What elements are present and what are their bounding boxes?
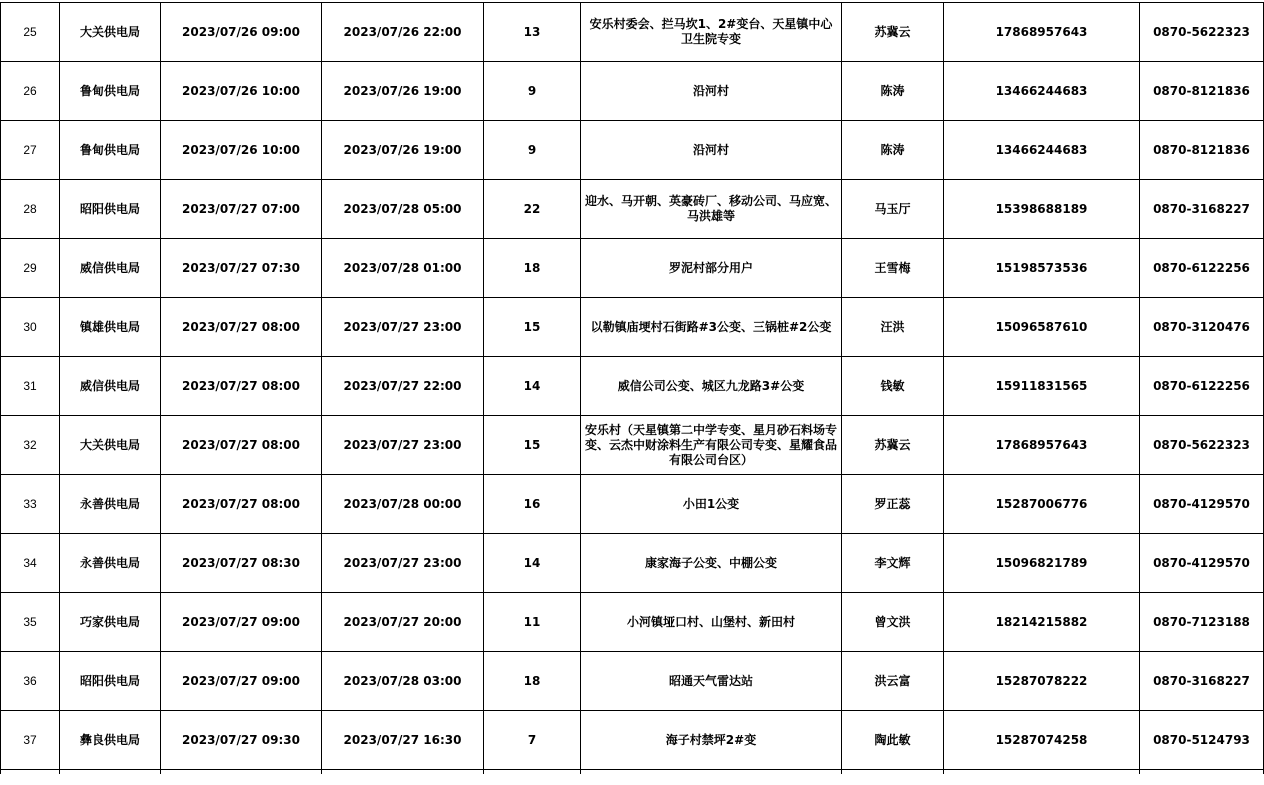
table-row (1, 593, 1264, 652)
row-number-cell[interactable]: 30 (1, 298, 60, 357)
row-number-cell[interactable]: 36 (1, 652, 60, 711)
start-time-cell[interactable]: 2023/07/27 08:00 (161, 357, 322, 416)
end-time-cell[interactable]: 2023/07/27 22:00 (322, 357, 484, 416)
bureau-cell[interactable]: 永善供电局 (60, 534, 161, 593)
bureau-cell[interactable]: 昭阳供电局 (60, 652, 161, 711)
affected-area-cell[interactable]: 以勒镇庙埂村石街路#3公变、三锅桩#2公变 (581, 298, 842, 357)
office-phone-cell[interactable]: 0870-3168227 (1140, 652, 1264, 711)
row-number-cell[interactable]: 26 (1, 62, 60, 121)
start-time-cell[interactable]: 2023/07/27 08:00 (161, 416, 322, 475)
contact-person-cell[interactable]: 苏冀云 (842, 3, 944, 62)
end-time-cell[interactable]: 2023/07/26 19:00 (322, 62, 484, 121)
bureau-cell[interactable]: 镇雄供电局 (60, 298, 161, 357)
affected-area-cell[interactable]: 康家海子公变、中棚公变 (581, 534, 842, 593)
row-number-cell[interactable]: 33 (1, 475, 60, 534)
start-time-cell[interactable]: 2023/07/27 09:00 (161, 593, 322, 652)
end-time-cell[interactable]: 2023/07/28 01:00 (322, 239, 484, 298)
office-phone-cell[interactable]: 0870-3120476 (1140, 298, 1264, 357)
contact-person-cell[interactable]: 陶此敏 (842, 711, 944, 770)
mobile-number-cell[interactable]: 15096821789 (944, 534, 1140, 593)
office-phone-cell[interactable]: 0870-3168227 (1140, 180, 1264, 239)
affected-area-cell[interactable]: 威信公司公变、城区九龙路3#公变 (581, 357, 842, 416)
office-phone-cell[interactable]: 0870-5622323 (1140, 416, 1264, 475)
start-time-cell[interactable]: 2023/07/27 09:00 (161, 652, 322, 711)
empty-cell (161, 770, 322, 774)
table-row (1, 534, 1264, 593)
row-number-cell[interactable]: 35 (1, 593, 60, 652)
row-number-cell[interactable]: 37 (1, 711, 60, 770)
contact-person-cell[interactable]: 马玉厅 (842, 180, 944, 239)
bureau-cell[interactable]: 鲁甸供电局 (60, 121, 161, 180)
duration-cell[interactable]: 9 (484, 121, 581, 180)
table-row (1, 62, 1264, 121)
bureau-cell[interactable]: 大关供电局 (60, 3, 161, 62)
duration-cell[interactable]: 7 (484, 711, 581, 770)
table-row (1, 3, 1264, 62)
start-time-cell[interactable]: 2023/07/26 10:00 (161, 121, 322, 180)
start-time-cell[interactable]: 2023/07/27 07:00 (161, 180, 322, 239)
mobile-number-cell[interactable]: 15287006776 (944, 475, 1140, 534)
table-row (1, 239, 1264, 298)
row-number-cell[interactable]: 25 (1, 3, 60, 62)
office-phone-cell[interactable]: 0870-6122256 (1140, 239, 1264, 298)
start-time-cell[interactable]: 2023/07/26 09:00 (161, 3, 322, 62)
table-row (1, 475, 1264, 534)
affected-area-cell[interactable]: 海子村禁坪2#变 (581, 711, 842, 770)
mobile-number-cell[interactable]: 18214215882 (944, 593, 1140, 652)
office-phone-cell[interactable]: 0870-4129570 (1140, 475, 1264, 534)
office-phone-cell[interactable]: 0870-5124793 (1140, 711, 1264, 770)
affected-area-cell[interactable]: 安乐村（天星镇第二中学专变、星月砂石料场专变、云杰中财涂料生产有限公司专变、星耀食品有限公司台区） (581, 416, 842, 475)
table-row (1, 357, 1264, 416)
contact-person-cell[interactable]: 陈涛 (842, 62, 944, 121)
start-time-cell[interactable]: 2023/07/27 08:30 (161, 534, 322, 593)
bureau-cell[interactable]: 大关供电局 (60, 416, 161, 475)
table-row-partial (1, 770, 1264, 774)
duration-cell[interactable]: 18 (484, 652, 581, 711)
office-phone-cell[interactable]: 0870-8121836 (1140, 121, 1264, 180)
empty-cell (842, 770, 944, 774)
affected-area-cell[interactable]: 小田1公变 (581, 475, 842, 534)
empty-cell (944, 770, 1140, 774)
empty-cell (60, 770, 161, 774)
empty-cell (1140, 770, 1264, 774)
office-phone-cell[interactable]: 0870-4129570 (1140, 534, 1264, 593)
row-number-cell[interactable]: 32 (1, 416, 60, 475)
office-phone-cell[interactable]: 0870-8121836 (1140, 62, 1264, 121)
mobile-number-cell[interactable]: 15198573536 (944, 239, 1140, 298)
contact-person-cell[interactable]: 钱敏 (842, 357, 944, 416)
duration-cell[interactable]: 9 (484, 62, 581, 121)
end-time-cell[interactable]: 2023/07/27 16:30 (322, 711, 484, 770)
start-time-cell[interactable]: 2023/07/27 08:00 (161, 298, 322, 357)
contact-person-cell[interactable]: 苏冀云 (842, 416, 944, 475)
affected-area-cell[interactable]: 昭通天气雷达站 (581, 652, 842, 711)
contact-person-cell[interactable]: 洪云富 (842, 652, 944, 711)
end-time-cell[interactable]: 2023/07/28 03:00 (322, 652, 484, 711)
mobile-number-cell[interactable]: 13466244683 (944, 62, 1140, 121)
contact-person-cell[interactable]: 陈涛 (842, 121, 944, 180)
affected-area-cell[interactable]: 迎水、马开朝、英豪砖厂、移动公司、马应宽、马洪雄等 (581, 180, 842, 239)
end-time-cell[interactable]: 2023/07/28 00:00 (322, 475, 484, 534)
mobile-number-cell[interactable]: 15287074258 (944, 711, 1140, 770)
table-row (1, 180, 1264, 239)
office-phone-cell[interactable]: 0870-5622323 (1140, 3, 1264, 62)
row-number-cell[interactable]: 29 (1, 239, 60, 298)
mobile-number-cell[interactable]: 15287078222 (944, 652, 1140, 711)
start-time-cell[interactable]: 2023/07/27 07:30 (161, 239, 322, 298)
duration-cell[interactable]: 13 (484, 3, 581, 62)
bureau-cell[interactable]: 巧家供电局 (60, 593, 161, 652)
table-row (1, 121, 1264, 180)
start-time-cell[interactable]: 2023/07/27 09:30 (161, 711, 322, 770)
end-time-cell[interactable]: 2023/07/27 23:00 (322, 534, 484, 593)
row-number-cell[interactable]: 28 (1, 180, 60, 239)
duration-cell[interactable]: 11 (484, 593, 581, 652)
mobile-number-cell[interactable]: 15398688189 (944, 180, 1140, 239)
duration-cell[interactable]: 15 (484, 416, 581, 475)
end-time-cell[interactable]: 2023/07/27 20:00 (322, 593, 484, 652)
start-time-cell[interactable]: 2023/07/27 08:00 (161, 475, 322, 534)
bureau-cell[interactable]: 永善供电局 (60, 475, 161, 534)
table-body (1, 3, 1264, 774)
mobile-number-cell[interactable]: 15911831565 (944, 357, 1140, 416)
outage-schedule-table (0, 2, 1264, 774)
office-phone-cell[interactable]: 0870-6122256 (1140, 357, 1264, 416)
mobile-number-cell[interactable]: 15096587610 (944, 298, 1140, 357)
start-time-cell[interactable]: 2023/07/26 10:00 (161, 62, 322, 121)
contact-person-cell[interactable]: 王雪梅 (842, 239, 944, 298)
table-row (1, 298, 1264, 357)
empty-cell (484, 770, 581, 774)
contact-person-cell[interactable]: 李文辉 (842, 534, 944, 593)
table-row (1, 711, 1264, 770)
mobile-number-cell[interactable]: 13466244683 (944, 121, 1140, 180)
duration-cell[interactable]: 22 (484, 180, 581, 239)
end-time-cell[interactable]: 2023/07/26 22:00 (322, 3, 484, 62)
end-time-cell[interactable]: 2023/07/27 23:00 (322, 416, 484, 475)
empty-cell (322, 770, 484, 774)
empty-cell (1, 770, 60, 774)
end-time-cell[interactable]: 2023/07/28 05:00 (322, 180, 484, 239)
affected-area-cell[interactable]: 小河镇垭口村、山堡村、新田村 (581, 593, 842, 652)
affected-area-cell[interactable]: 沿河村 (581, 121, 842, 180)
bureau-cell[interactable]: 威信供电局 (60, 239, 161, 298)
contact-person-cell[interactable]: 曾文洪 (842, 593, 944, 652)
affected-area-cell[interactable]: 罗泥村部分用户 (581, 239, 842, 298)
table-row (1, 416, 1264, 475)
affected-area-cell[interactable]: 安乐村委会、拦马坎1、2#变台、天星镇中心卫生院专变 (581, 3, 842, 62)
duration-cell[interactable]: 18 (484, 239, 581, 298)
duration-cell[interactable]: 14 (484, 357, 581, 416)
empty-cell (581, 770, 842, 774)
affected-area-cell[interactable]: 沿河村 (581, 62, 842, 121)
bureau-cell[interactable]: 鲁甸供电局 (60, 62, 161, 121)
row-number-cell[interactable]: 34 (1, 534, 60, 593)
bureau-cell[interactable]: 彝良供电局 (60, 711, 161, 770)
office-phone-cell[interactable]: 0870-7123188 (1140, 593, 1264, 652)
row-number-cell[interactable]: 31 (1, 357, 60, 416)
duration-cell[interactable]: 15 (484, 298, 581, 357)
row-number-cell[interactable]: 27 (1, 121, 60, 180)
mobile-number-cell[interactable]: 17868957643 (944, 416, 1140, 475)
mobile-number-cell[interactable]: 17868957643 (944, 3, 1140, 62)
contact-person-cell[interactable]: 罗正蕊 (842, 475, 944, 534)
end-time-cell[interactable]: 2023/07/27 23:00 (322, 298, 484, 357)
duration-cell[interactable]: 14 (484, 534, 581, 593)
duration-cell[interactable]: 16 (484, 475, 581, 534)
bureau-cell[interactable]: 昭阳供电局 (60, 180, 161, 239)
contact-person-cell[interactable]: 汪洪 (842, 298, 944, 357)
bureau-cell[interactable]: 威信供电局 (60, 357, 161, 416)
end-time-cell[interactable]: 2023/07/26 19:00 (322, 121, 484, 180)
table-row (1, 652, 1264, 711)
